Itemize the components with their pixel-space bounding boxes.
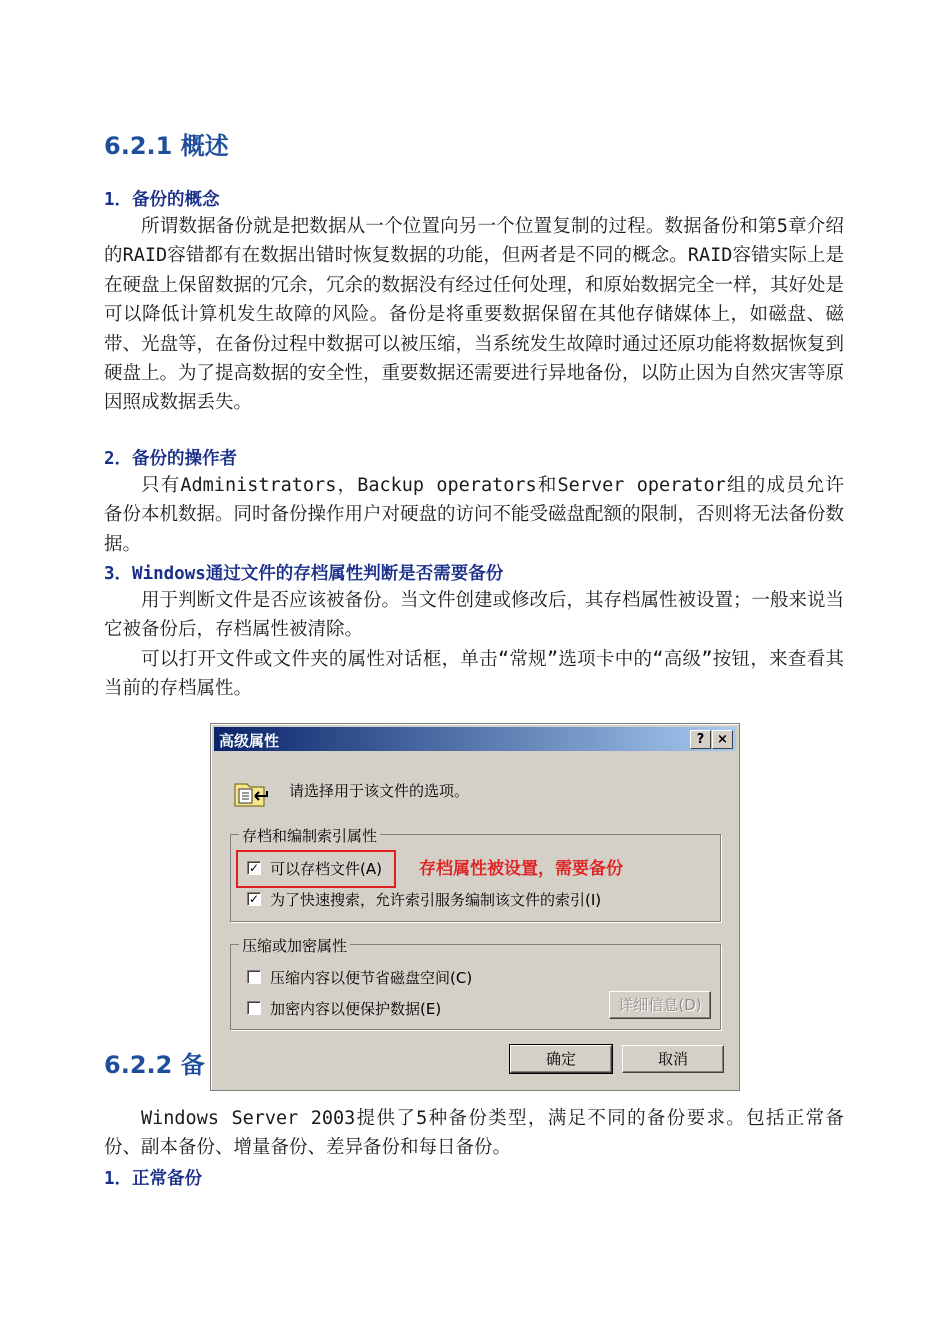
- archive-checkbox-label: 可以存档文件(A): [270, 859, 382, 878]
- section-heading-backup-types: 6.2.2 备: [104, 1051, 205, 1079]
- dialog-titlebar: [214, 727, 736, 751]
- annotation-text: 存档属性被设置，需要备份: [419, 859, 623, 879]
- section-heading-overview: 6.2.1 概述: [104, 132, 229, 160]
- compress-encrypt-legend: 压缩或加密属性: [239, 935, 350, 956]
- folder-options-icon: [233, 778, 273, 808]
- index-checkbox-row[interactable]: [247, 889, 601, 909]
- index-checkbox[interactable]: ✓: [248, 892, 260, 906]
- compress-checkbox-label: 压缩内容以便节省磁盘空间(C): [270, 968, 473, 987]
- paragraph-backup-types-intro: Windows Server 2003提供了5种备份类型，满足不同的备份要求。包括正常备份、副本备份、增量备份、差异备份和每日备份。: [104, 1108, 844, 1159]
- paragraph-backup-operator: 只有Administrators，Backup operators和Server operator组的成员允许备份本机数据。同时备份操作用户对硬盘的访问不能受磁盘配额的限制，否则将无法备份数据。: [104, 475, 845, 555]
- advanced-attributes-dialog: [210, 723, 740, 1091]
- compress-encrypt-group: [230, 937, 721, 1030]
- paragraph-archive-attribute-2: 可以打开文件或文件夹的属性对话框，单击“常规”选项卡中的“高级”按钮，来查看其当前的存档属性。: [104, 649, 844, 700]
- encrypt-checkbox-label: 加密内容以便保护数据(E): [270, 999, 442, 1018]
- details-button[interactable]: 详细信息(D): [609, 991, 711, 1019]
- encrypt-checkbox[interactable]: [247, 1001, 261, 1015]
- subheading-normal-backup: 1．正常备份: [104, 1169, 203, 1189]
- subheading-backup-concept: 1．备份的概念: [104, 190, 220, 210]
- dialog-prompt: 请选择用于该文件的选项。: [289, 782, 470, 800]
- paragraph-backup-concept: 所谓数据备份就是把数据从一个位置向另一个位置复制的过程。数据备份和第5章介绍的RAID容错都有在数据出错时恢复数据的功能，但两者是不同的概念。RAID容错实际上是在硬盘上保留数据的冗余，冗余的数据没有经过任何处理，和原始数据完全一样，其好处是可以降低计算机发生故障的风险。备份是将重要数据保留在其他存储媒体上，如磁盘、磁带、光盘等，在备份过程中数据可以被压缩，当系统发生故障时通过还原功能将数据恢复到硬盘上。为了提高数据的安全性，重要数据还需要进行异地备份，以防止因为自然灾害等原因照成数据丢失。: [104, 216, 845, 414]
- archive-checkbox[interactable]: ✓: [248, 861, 260, 875]
- close-button[interactable]: ×: [712, 730, 733, 749]
- help-button[interactable]: ?: [690, 730, 711, 749]
- paragraph-archive-attribute-1: 用于判断文件是否应该被备份。当文件创建或修改后，其存档属性被设置；一般来说当它被备份后，存档属性被清除。: [104, 590, 845, 641]
- archive-index-legend: 存档和编制索引属性: [239, 825, 380, 846]
- encrypt-checkbox-row[interactable]: [247, 998, 441, 1018]
- compress-checkbox-row[interactable]: [247, 967, 472, 987]
- index-checkbox-label: 为了快速搜索，允许索引服务编制该文件的索引(I): [270, 890, 602, 909]
- highlight-box: [236, 850, 396, 888]
- ok-button[interactable]: 确定: [510, 1045, 612, 1073]
- subheading-backup-operator: 2．备份的操作者: [104, 449, 238, 469]
- compress-checkbox[interactable]: [247, 970, 261, 984]
- dialog-title: 高级属性: [219, 732, 280, 750]
- subheading-archive-attribute: 3．Windows通过文件的存档属性判断是否需要备份: [104, 564, 504, 584]
- cancel-button[interactable]: 取消: [622, 1045, 724, 1073]
